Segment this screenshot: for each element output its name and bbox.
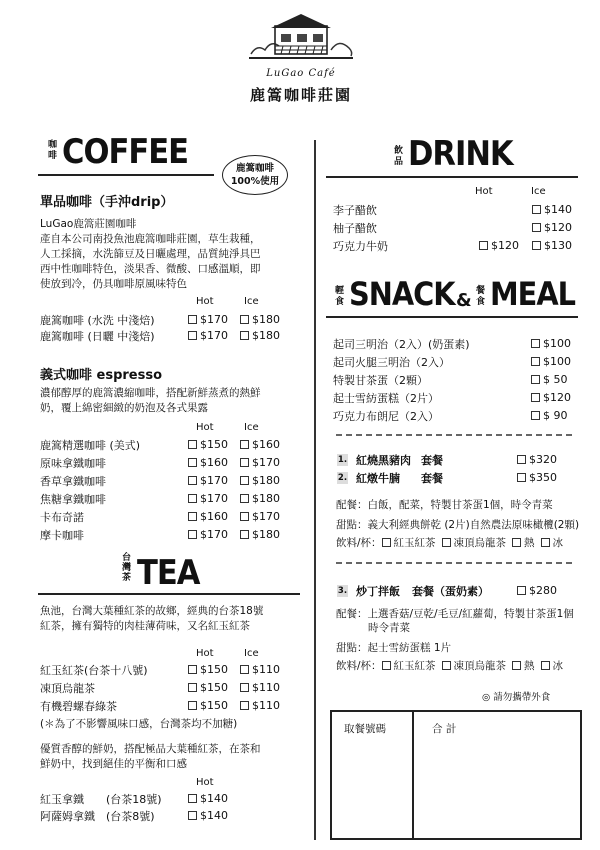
checkbox[interactable] (188, 315, 197, 324)
checkbox[interactable] (188, 794, 197, 803)
checkbox[interactable] (188, 665, 197, 674)
meal-label: 餐食 (475, 286, 485, 307)
drink-label-text: 飲料/杯： (336, 537, 382, 549)
checkbox[interactable] (240, 476, 249, 485)
checkbox[interactable] (517, 473, 526, 482)
checkbox[interactable] (531, 357, 540, 366)
checkbox[interactable] (188, 331, 197, 340)
tea-hot-header: Hot (196, 648, 214, 659)
price[interactable] (517, 453, 557, 466)
latte-desc (40, 742, 302, 772)
price[interactable] (531, 409, 568, 422)
checkbox[interactable] (240, 530, 249, 539)
ice-price[interactable] (240, 492, 280, 505)
checkbox[interactable] (240, 315, 249, 324)
price-value: $170 (200, 474, 228, 487)
price-value: $150 (200, 663, 228, 676)
price-value: $ 50 (543, 373, 568, 386)
price-value: $170 (200, 492, 228, 505)
item-name: 起司三明治（2入）(奶蛋素) (333, 337, 470, 351)
no-outside-food-notice: ◎ 請勿攜帶外食 (482, 692, 551, 703)
set-type: 套餐（蛋奶素） (412, 584, 489, 598)
drink-rule (326, 176, 578, 178)
hot-price[interactable] (188, 329, 240, 342)
item-name: 阿薩姆拿鐵 (40, 809, 95, 823)
price[interactable] (531, 337, 571, 350)
item-name: 起士雪紡蛋糕（2片） (333, 391, 439, 405)
checkbox[interactable] (240, 701, 249, 710)
checkbox[interactable] (188, 683, 197, 692)
set-row (337, 470, 557, 485)
price-value: $100 (543, 337, 571, 350)
price-value: $320 (529, 453, 557, 466)
drink-hot-header: Hot (475, 186, 493, 197)
set-name: 紅燒黑豬肉 (356, 453, 411, 467)
set-drink-row (336, 535, 563, 550)
set-row (337, 452, 557, 467)
checkbox[interactable] (240, 331, 249, 340)
checkbox[interactable] (188, 458, 197, 467)
tea-title: TEA (137, 553, 200, 593)
set-dessert: 甜點：義大利經典餅乾 (2片)自然農法原味橄欖(2顆) (336, 519, 580, 531)
set-type: 套餐 (421, 453, 443, 467)
hot-price[interactable] (188, 528, 240, 541)
checkbox[interactable] (531, 375, 540, 384)
option-label: 凍頂烏龍茶 (453, 660, 507, 672)
price-value: $160 (200, 456, 228, 469)
option-label: 凍頂烏龍茶 (453, 537, 507, 549)
single-desc-line: LuGao鹿篙莊園咖啡 (40, 218, 137, 230)
checkbox[interactable] (541, 661, 550, 670)
single-ice-header: Ice (244, 296, 259, 307)
item-name: 有機碧螺春綠茶 (40, 699, 117, 713)
price-value: $170 (200, 313, 228, 326)
price-value: $110 (252, 699, 280, 712)
espresso-desc-line: 濃郁醇厚的鹿篙濃縮咖啡，搭配新鮮蒸煮的熱鮮 (40, 387, 261, 399)
set3-dessert: 甜點：起士雪紡蛋糕 1片 (336, 642, 452, 654)
item-name: 摩卡咖啡 (40, 528, 84, 542)
checkbox[interactable] (531, 339, 540, 348)
menu-row (40, 312, 280, 327)
item-note: (台茶18號) (106, 792, 162, 806)
tea-desc (40, 604, 302, 634)
tea-note: (＊為了不影響風味口感，台灣茶均不加糖) (40, 718, 238, 730)
ice-price[interactable] (240, 528, 280, 541)
checkbox[interactable] (541, 538, 550, 547)
price-value: $150 (200, 681, 228, 694)
menu-row (333, 336, 571, 351)
single-desc-line: 西中性咖啡特色，淡果香、微酸、口感溫順，即 (40, 263, 261, 275)
price-value: $180 (252, 313, 280, 326)
menu-row (40, 473, 280, 488)
latte-hot-header: Hot (196, 777, 214, 788)
menu-row (40, 491, 280, 506)
menu-row (40, 698, 280, 713)
ice-price[interactable] (240, 663, 280, 676)
snack-label: 輕食 (334, 286, 344, 307)
ampersand: & (456, 290, 472, 311)
menu-row (333, 390, 571, 405)
price-value: $160 (200, 510, 228, 523)
ice-price[interactable] (532, 221, 572, 234)
price[interactable] (531, 391, 571, 404)
item-name: 紅玉拿鐵 (40, 792, 84, 806)
checkbox[interactable] (382, 538, 391, 547)
badge-line2: 100%使用 (230, 176, 280, 187)
price-value: $120 (491, 239, 519, 252)
price-value: $170 (200, 329, 228, 342)
ice-price[interactable] (240, 699, 280, 712)
checkbox[interactable] (512, 538, 521, 547)
menu-row (40, 455, 280, 470)
set-row (337, 583, 557, 598)
espresso-hot-header: Hot (196, 422, 214, 433)
hot-price[interactable] (188, 699, 240, 712)
item-name: 特製甘茶蛋（2顆） (333, 373, 428, 387)
menu-row (333, 408, 568, 423)
checkbox[interactable] (188, 530, 197, 539)
espresso-desc-line: 奶，覆上綿密細緻的奶泡及各式果露 (40, 402, 208, 414)
hot-price[interactable] (188, 474, 240, 487)
checkbox[interactable] (479, 241, 488, 250)
order-box (330, 710, 582, 840)
checkbox[interactable] (188, 811, 197, 820)
ice-price[interactable] (240, 456, 280, 469)
ice-price[interactable] (532, 203, 572, 216)
hot-price[interactable] (188, 510, 240, 523)
item-name: 柚子醋飲 (333, 221, 377, 235)
order-box-divider (412, 712, 414, 838)
logo (245, 10, 357, 65)
set3-side-cont: 時令青菜 (368, 622, 410, 634)
price[interactable] (531, 355, 571, 368)
snack-title: SNACK (349, 275, 455, 313)
hot-price[interactable] (188, 809, 228, 822)
price-value: $180 (252, 528, 280, 541)
single-desc-line: 產自本公司南投魚池鹿篙咖啡莊園，草生栽種， (40, 233, 261, 245)
item-name: 起司火腿三明治（2入） (333, 355, 450, 369)
item-name: 鹿篙咖啡 (水洗 中淺焙) (40, 313, 155, 327)
tea-desc-line: 紅茶，擁有獨特的肉桂薄荷味，又名紅玉紅茶 (40, 620, 250, 632)
price-value: $170 (252, 456, 280, 469)
option-label: 紅玉紅茶 (393, 660, 436, 672)
hot-price[interactable] (188, 313, 240, 326)
checkbox[interactable] (531, 411, 540, 420)
option-label: 紅玉紅茶 (393, 537, 436, 549)
item-name: 原味拿鐵咖啡 (40, 456, 106, 470)
cafe-building-icon (245, 10, 357, 65)
item-name: 凍頂烏龍茶 (40, 681, 95, 695)
price-value: $350 (529, 471, 557, 484)
single-desc (40, 217, 300, 292)
checkbox[interactable] (188, 494, 197, 503)
menu-row (40, 680, 280, 695)
price-value: $160 (252, 438, 280, 451)
set-number: 2. (337, 472, 348, 483)
latte-desc-line: 優質香醇的鮮奶，搭配極品大葉種紅茶，在茶和 (40, 743, 261, 755)
dashed-divider (336, 434, 572, 436)
price-value: $ 90 (543, 409, 568, 422)
single-title: 單品咖啡（手沖drip） (40, 195, 174, 210)
price-value: $170 (200, 528, 228, 541)
price-value: $180 (252, 492, 280, 505)
hot-price[interactable] (188, 663, 240, 676)
set-name: 炒丁拌飯 (356, 584, 400, 598)
coffee-label: 咖啡 (47, 140, 57, 161)
checkbox[interactable] (188, 512, 197, 521)
item-name: 巧克力布朗尼（2入） (333, 409, 439, 423)
set-number: 3. (337, 585, 348, 596)
checkbox[interactable] (532, 241, 541, 250)
price-value: $170 (252, 510, 280, 523)
snack-rule (326, 316, 578, 318)
checkbox[interactable] (188, 476, 197, 485)
item-name: 鹿篙咖啡 (日曬 中淺焙) (40, 329, 155, 343)
menu-row (40, 791, 228, 806)
price-value: $140 (544, 203, 572, 216)
coffee-rule (38, 174, 214, 176)
tea-ice-header: Ice (244, 648, 259, 659)
item-name: 鹿篙精選咖啡 (美式) (40, 438, 141, 452)
set-type: 套餐 (421, 471, 443, 485)
single-hot-header: Hot (196, 296, 214, 307)
checkbox[interactable] (517, 586, 526, 595)
price-value: $120 (543, 391, 571, 404)
drink-ice-header: Ice (531, 186, 546, 197)
checkbox[interactable] (512, 661, 521, 670)
total-label: 合 計 (432, 723, 457, 735)
tea-rule (38, 593, 300, 595)
item-name: 焦糖拿鐵咖啡 (40, 492, 106, 506)
meal-title: MEAL (490, 275, 575, 313)
drink-label-text: 飲料/杯： (336, 660, 382, 672)
hot-price[interactable] (188, 792, 228, 805)
menu-row (40, 808, 228, 823)
ice-price[interactable] (240, 329, 280, 342)
price-value: $180 (252, 474, 280, 487)
price-value: $100 (543, 355, 571, 368)
tea-desc-line: 魚池，台灣大葉種紅茶的故鄉，經典的台茶18號 (40, 605, 264, 617)
set-side: 配餐：白飯，配菜，特製甘茶蛋1個，時令青菜 (336, 499, 553, 511)
coffee-title: COFFEE (62, 132, 189, 172)
latte-desc-line: 鮮奶中，找到絕佳的平衡和口感 (40, 758, 187, 770)
price[interactable] (531, 373, 568, 386)
checkbox[interactable] (382, 661, 391, 670)
espresso-ice-header: Ice (244, 422, 259, 433)
menu-row (40, 509, 280, 524)
set-number: 1. (337, 454, 348, 465)
ice-price[interactable] (240, 474, 280, 487)
price-value: $180 (252, 329, 280, 342)
checkbox[interactable] (531, 393, 540, 402)
item-name: 香草拿鐵咖啡 (40, 474, 106, 488)
checkbox[interactable] (532, 205, 541, 214)
hot-price[interactable] (188, 492, 240, 505)
checkbox[interactable] (188, 701, 197, 710)
menu-row (333, 220, 572, 235)
item-name: 紅玉紅茶(台茶十八號) (40, 663, 148, 677)
drink-label: 飲品 (393, 146, 403, 167)
hot-price[interactable] (479, 239, 532, 252)
checkbox[interactable] (442, 661, 451, 670)
single-desc-line: 使放到冷，仍具咖啡原風味特色 (40, 278, 187, 290)
set-name: 紅燉牛腩 (356, 471, 400, 485)
checkbox[interactable] (240, 683, 249, 692)
price-value: $130 (544, 239, 572, 252)
price-value: $120 (544, 221, 572, 234)
menu-row (40, 662, 280, 677)
menu-row (333, 238, 572, 253)
ice-price[interactable] (240, 681, 280, 694)
price-value: $140 (200, 792, 228, 805)
price[interactable] (517, 471, 557, 484)
menu-row (40, 328, 280, 343)
checkbox[interactable] (240, 494, 249, 503)
option-label: 冰 (552, 660, 564, 672)
price[interactable] (517, 584, 557, 597)
checkbox[interactable] (240, 440, 249, 449)
logo-text: LuGao Café (266, 68, 336, 79)
single-desc-line: 人工採摘，水洗篩豆及日曬處理，品質純淨具巴 (40, 248, 261, 260)
checkbox[interactable] (517, 455, 526, 464)
tea-label: 台灣茶 (121, 553, 131, 583)
item-note: (台茶8號) (106, 809, 155, 823)
hot-price[interactable] (188, 438, 240, 451)
hot-price[interactable] (188, 456, 240, 469)
price-value: $150 (200, 699, 228, 712)
espresso-desc (40, 386, 300, 416)
set3-side: 配餐：上選香菇/豆乾/毛豆/紅蘿蔔，特製甘茶蛋1個 (336, 608, 574, 620)
option-label: 熱 (524, 537, 535, 549)
menu-row (333, 354, 571, 369)
ice-price[interactable] (240, 438, 280, 451)
item-name: 巧克力牛奶 (333, 239, 388, 253)
checkbox[interactable] (442, 538, 451, 547)
column-divider (314, 140, 316, 840)
checkbox[interactable] (240, 512, 249, 521)
cafe-name: 鹿篙咖啡莊園 (249, 86, 352, 104)
option-label: 冰 (552, 537, 564, 549)
set3-drink-row (336, 658, 563, 673)
dashed-divider (336, 562, 572, 564)
ice-price[interactable] (532, 239, 572, 252)
ice-price[interactable] (240, 313, 280, 326)
price-value: $150 (200, 438, 228, 451)
item-name: 李子醋飲 (333, 203, 377, 217)
price-value: $110 (252, 663, 280, 676)
menu-row (40, 437, 280, 452)
badge-line1: 鹿篙咖啡 (235, 163, 274, 174)
order-number-label: 取餐號碼 (344, 723, 386, 735)
menu-row (333, 202, 572, 217)
checkbox[interactable] (240, 458, 249, 467)
checkbox[interactable] (188, 440, 197, 449)
checkbox[interactable] (532, 223, 541, 232)
option-label: 熱 (524, 660, 535, 672)
hot-price[interactable] (188, 681, 240, 694)
checkbox[interactable] (240, 665, 249, 674)
menu-row (333, 372, 568, 387)
coffee-badge (222, 155, 288, 195)
menu-row (40, 527, 280, 542)
price-value: $140 (200, 809, 228, 822)
price-value: $280 (529, 584, 557, 597)
drink-title: DRINK (408, 134, 513, 174)
ice-price[interactable] (240, 510, 280, 523)
espresso-title: 義式咖啡 espresso (40, 368, 163, 383)
item-name: 卡布奇諾 (40, 510, 84, 524)
price-value: $110 (252, 681, 280, 694)
